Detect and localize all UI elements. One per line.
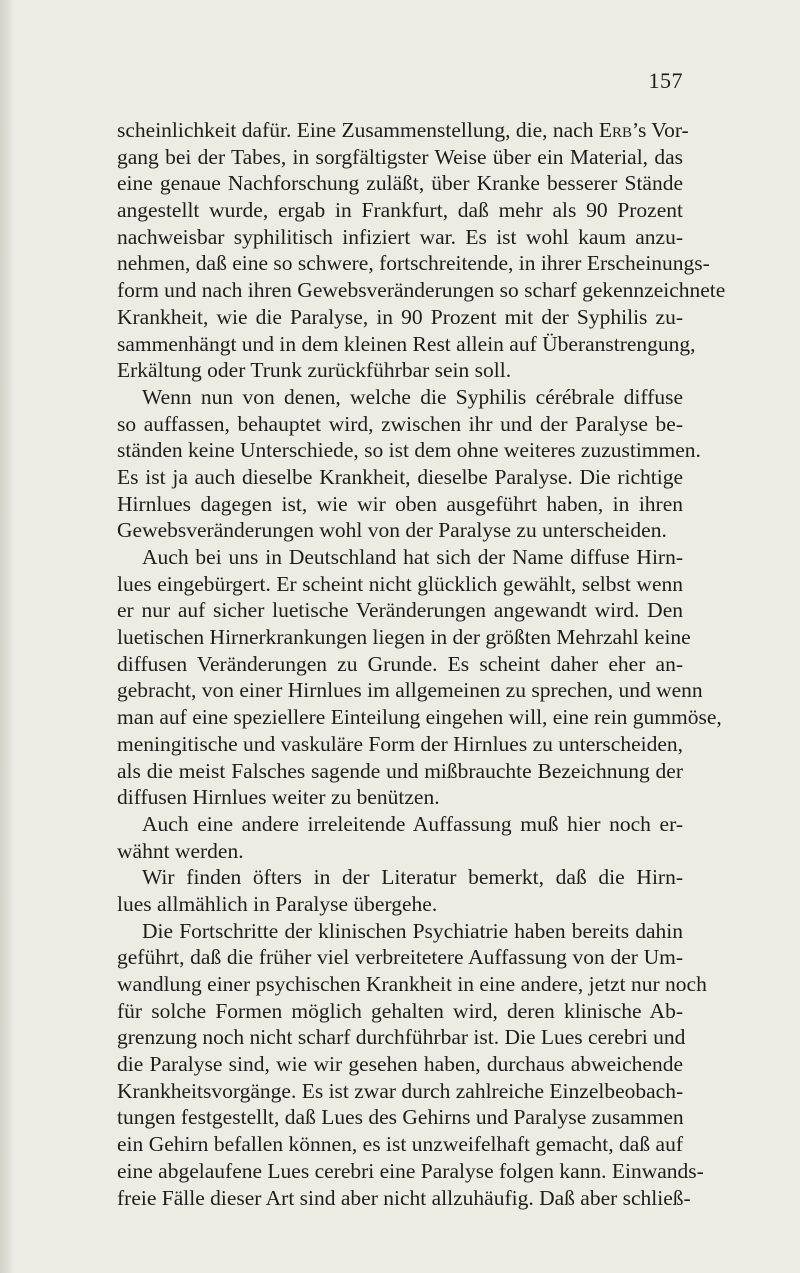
text-line: er nur auf sicher luetische Veränderungen angewandt wird. Den <box>117 598 683 623</box>
text-line: sammenhängt und in dem kleinen Rest allein auf Überanstrengung, <box>117 331 696 356</box>
page-edge-shadow <box>0 0 14 1273</box>
text-line: diffusen Veränderungen zu Grunde. Es scheint daher eher an- <box>117 651 683 676</box>
text-line: diffusen Hirnlues weiter zu benützen. <box>117 785 440 810</box>
text-line: so auffassen, behauptet wird, zwischen ihr und der Paralyse be- <box>117 411 683 436</box>
text-line <box>117 117 689 144</box>
text-line: Auch eine andere irreleitende Auffassung muß hier noch er- <box>142 811 683 836</box>
text-line: Wir finden öfters in der Literatur bemerkt, daß die Hirn- <box>142 865 683 890</box>
text-line: Es ist ja auch dieselbe Krankheit, dieselbe Paralyse. Die richtige <box>117 464 683 489</box>
text-line: lues eingebürgert. Er scheint nicht glücklich gewählt, selbst wenn <box>117 571 683 596</box>
text-line: luetischen Hirnerkrankungen liegen in der größten Mehrzahl keine <box>117 625 691 650</box>
text-line: eine genaue Nachforschung zuläßt, über Kranke besserer Stände <box>117 171 683 196</box>
text-line: nachweisbar syphilitisch infiziert war. Es ist wohl kaum anzu- <box>117 224 683 249</box>
text-line: Krankheit, wie die Paralyse, in 90 Prozent mit der Syphilis zu- <box>117 304 683 329</box>
text-line: grenzung noch nicht scharf durchführbar ist. Die Lues cerebri und <box>117 1025 686 1050</box>
text-line: eine abgelaufene Lues cerebri eine Paralyse folgen kann. Einwands- <box>117 1158 704 1183</box>
page-number: 157 <box>648 68 683 93</box>
author-name-smallcaps: Erb <box>598 118 632 142</box>
text-line: meningitische und vaskuläre Form der Hirnlues zu unterscheiden, <box>117 731 684 756</box>
text-line: tungen festgestellt, daß Lues des Gehirns und Paralyse zusammen <box>117 1105 684 1130</box>
text-line: wandlung einer psychischen Krankheit in eine andere, jetzt nur noch <box>117 972 707 996</box>
text-line-part: ’s Vor- <box>631 118 689 142</box>
text-line: Auch bei uns in Deutschland hat sich der Name diffuse Hirn- <box>142 545 683 569</box>
text-line: Wenn nun von denen, welche die Syphilis cérébrale diffuse <box>142 384 683 409</box>
text-line-part: scheinlichkeit dafür. Eine Zusammenstellung, die, nach <box>117 118 599 142</box>
body-text <box>117 117 726 1211</box>
text-line: gang bei der Tabes, in sorgfältigster Weise über ein Material, das <box>117 144 683 169</box>
text-line: geführt, daß die früher viel verbreitetere Auffassung von der Um- <box>117 945 683 970</box>
text-line: form und nach ihren Gewebsveränderungen so scharf gekennzeichnete <box>117 278 726 303</box>
text-line: gebracht, von einer Hirnlues im allgemeinen zu sprechen, und wenn <box>117 678 703 703</box>
text-line: Krankheitsvorgänge. Es ist zwar durch zahlreiche Einzelbeobach- <box>117 1078 684 1103</box>
text-line: für solche Formen möglich gehalten wird, deren klinische Ab- <box>117 998 683 1023</box>
text-line: Hirnlues dagegen ist, wie wir oben ausgeführt haben, in ihren <box>117 491 683 516</box>
text-line: nehmen, daß eine so schwere, fortschreitende, in ihrer Erscheinungs- <box>117 251 710 276</box>
text-line: Die Fortschritte der klinischen Psychiatrie haben bereits dahin <box>142 918 683 943</box>
text-line: als die meist Falsches sagende und mißbrauchte Bezeichnung der <box>117 758 683 783</box>
text-line: Erkältung oder Trunk zurückführbar sein soll. <box>117 358 512 383</box>
text-line: ständen keine Unterschiede, so ist dem ohne weiteres zuzustimmen. <box>117 438 701 463</box>
text-line: man auf eine speziellere Einteilung eingehen will, eine rein gummöse, <box>117 705 722 730</box>
text-line: ein Gehirn befallen können, es ist unzweifelhaft gemacht, daß auf <box>117 1132 683 1157</box>
text-line: freie Fälle dieser Art sind aber nicht allzuhäufig. Daß aber schließ- <box>117 1185 691 1210</box>
text-line: Gewebsveränderungen wohl von der Paralyse zu unterscheiden. <box>117 518 667 543</box>
text-line: die Paralyse sind, wie wir gesehen haben, durchaus abweichende <box>117 1052 683 1077</box>
text-line: angestellt wurde, ergab in Frankfurt, daß mehr als 90 Prozent <box>117 198 683 223</box>
text-line: wähnt werden. <box>117 838 244 863</box>
text-line: lues allmählich in Paralyse übergehe. <box>117 891 438 916</box>
